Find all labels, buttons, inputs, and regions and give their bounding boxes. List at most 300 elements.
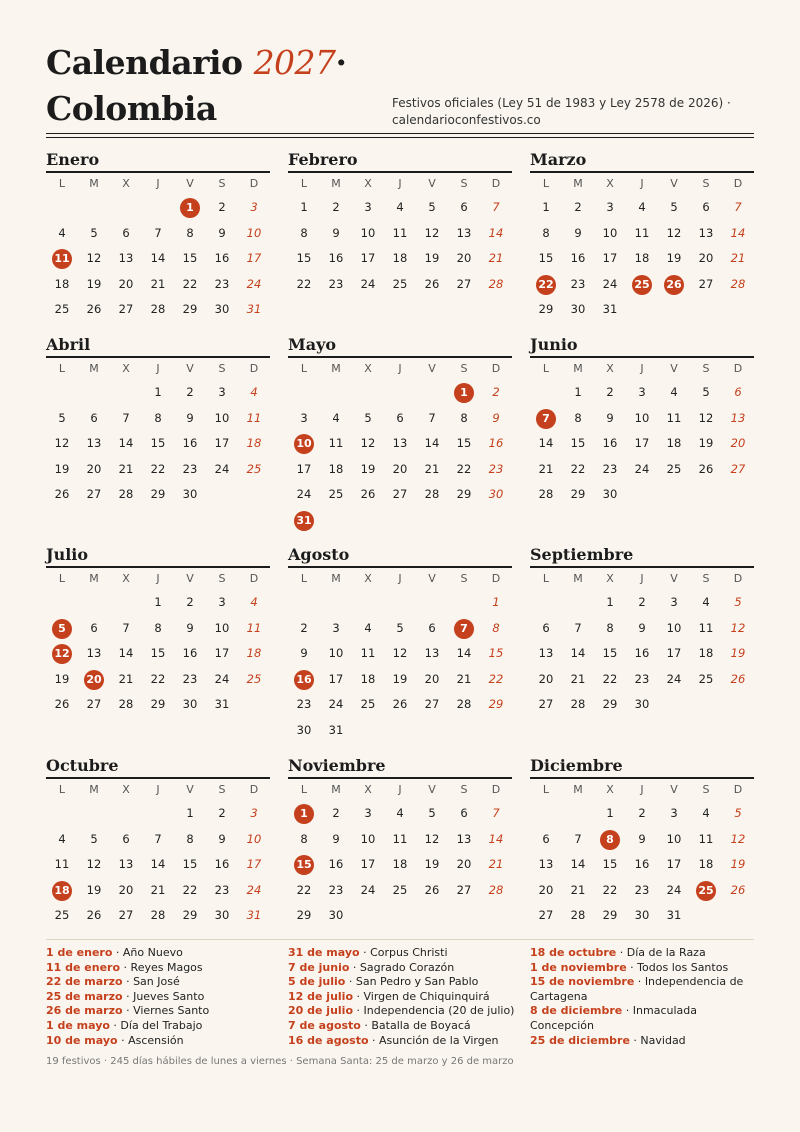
holiday-date: 1 de enero — [46, 946, 113, 959]
month-febrero — [288, 149, 512, 297]
day-cell: 23 — [602, 461, 618, 476]
day-cell: 5 — [702, 385, 710, 399]
day-cell: 19 — [54, 671, 70, 686]
sunday-day: 15 — [488, 646, 504, 660]
day-cell: 24 — [214, 461, 230, 476]
weekday-header: X — [364, 362, 372, 375]
day-cell: 28 — [570, 908, 586, 922]
day-cell: 12 — [424, 225, 440, 240]
weekday-header: X — [364, 177, 372, 190]
holiday-day: 11 — [46, 246, 78, 272]
day-cell: 17 — [666, 857, 682, 871]
day-cell: 30 — [214, 908, 230, 922]
sunday-day: 21 — [730, 251, 746, 265]
holiday-date: 22 de marzo — [46, 975, 123, 989]
day-cell: 17 — [296, 461, 312, 476]
day-cell: 22 — [182, 276, 198, 291]
day-cell: 13 — [698, 225, 714, 240]
sunday-day: 28 — [730, 276, 746, 291]
holiday-date: 10 de mayo — [46, 1033, 118, 1047]
day-cell: 4 — [58, 831, 66, 846]
day-cell: 4 — [702, 595, 710, 609]
weekday-header: X — [606, 362, 614, 375]
empty-day — [352, 590, 384, 616]
day-cell: 2 — [218, 200, 226, 214]
day-cell: 1 — [186, 806, 194, 820]
weekday-header: J — [156, 783, 160, 796]
day-cell: 26 — [360, 487, 376, 501]
day-cell: 17 — [214, 646, 230, 660]
day-cell: 30 — [602, 487, 618, 501]
weekday-header: M — [331, 783, 341, 796]
day-cell: 23 — [328, 882, 344, 897]
day-cell: 22 — [602, 671, 618, 686]
day-cell: 6 — [428, 620, 436, 635]
sunday-day: 30 — [488, 487, 504, 501]
holiday-name: Navidad — [640, 1033, 686, 1047]
day-cell: 19 — [360, 461, 376, 476]
day-cell: 10 — [328, 646, 344, 660]
holiday-name: Ascensión — [128, 1033, 184, 1047]
day-cell: 1 — [542, 200, 550, 214]
day-cell: 27 — [698, 276, 714, 291]
day-cell: 11 — [328, 436, 344, 450]
day-cell: 4 — [702, 806, 710, 820]
sunday-day: 7 — [492, 200, 500, 214]
day-cell: 22 — [570, 461, 586, 476]
holiday-day: 15 — [288, 852, 320, 878]
weekday-header: L — [542, 572, 550, 585]
weekday-header: M — [89, 572, 99, 585]
empty-day — [78, 195, 110, 221]
day-cell: 8 — [154, 410, 162, 425]
day-cell: 23 — [634, 882, 650, 897]
weekday-header: L — [300, 362, 308, 375]
day-cell: 2 — [332, 200, 340, 214]
weekday-header: L — [542, 362, 550, 375]
day-cell: 23 — [328, 276, 344, 291]
day-cell: 5 — [428, 806, 436, 820]
weekday-header: M — [573, 572, 583, 585]
day-cell: 18 — [666, 436, 682, 450]
day-cell: 13 — [86, 646, 102, 660]
day-cell: 9 — [300, 646, 308, 660]
holiday-entry: 25 de marzo · Jueves Santo — [46, 989, 205, 1003]
day-cell: 17 — [360, 857, 376, 871]
day-cell: 13 — [424, 646, 440, 660]
day-cell: 11 — [698, 831, 714, 846]
holiday-entry: 18 de octubre · Día de la Raza — [530, 946, 706, 959]
day-cell: 15 — [150, 646, 166, 660]
day-cell: 11 — [54, 857, 70, 871]
holiday-entry: 7 de agosto · Batalla de Boyacá — [288, 1018, 471, 1032]
day-cell: 23 — [182, 461, 198, 476]
holiday-name: Corpus Christi — [370, 946, 448, 959]
day-cell: 6 — [702, 200, 710, 214]
weekday-header: V — [428, 362, 436, 375]
holiday-day: 26 — [658, 272, 690, 298]
sunday-day: 26 — [730, 882, 746, 897]
day-cell: 16 — [634, 857, 650, 871]
holiday-entry: 12 de julio · Virgen de Chiquinquirá — [288, 989, 490, 1003]
holiday-name: Reyes Magos — [130, 960, 203, 974]
weekday-header: L — [300, 783, 308, 796]
sunday-day: 31 — [246, 908, 262, 922]
weekday-header: J — [156, 362, 160, 375]
day-cell: 22 — [456, 461, 472, 476]
day-cell: 7 — [122, 620, 130, 635]
weekday-header: X — [606, 572, 614, 585]
day-cell: 20 — [392, 461, 408, 476]
weekday-header: D — [491, 783, 501, 796]
month-septiembre — [530, 544, 754, 718]
holiday-date: 12 de julio — [288, 989, 354, 1003]
holiday-day: 10 — [288, 431, 320, 457]
day-cell: 26 — [86, 302, 102, 316]
day-cell: 6 — [542, 620, 550, 635]
day-cell: 14 — [424, 436, 440, 450]
day-cell: 9 — [606, 410, 614, 425]
day-cell: 9 — [332, 831, 340, 846]
sunday-day: 31 — [246, 302, 262, 316]
day-cell: 4 — [364, 620, 372, 635]
day-cell: 21 — [570, 671, 586, 686]
day-cell: 24 — [214, 671, 230, 686]
holiday-entry: 31 de mayo · Corpus Christi — [288, 946, 448, 959]
day-cell: 17 — [602, 251, 618, 265]
weekday-header: D — [249, 783, 259, 796]
empty-day — [416, 380, 448, 406]
sunday-day: 24 — [246, 882, 262, 897]
sunday-day: 23 — [488, 461, 504, 476]
title-country: Colombia — [46, 89, 217, 128]
day-cell: 9 — [186, 620, 194, 635]
day-cell: 15 — [296, 251, 312, 265]
holiday-date: 11 de enero — [46, 960, 121, 974]
month-name: Marzo — [530, 150, 587, 169]
day-cell: 23 — [296, 697, 312, 711]
weekday-header: L — [58, 177, 66, 190]
empty-day — [78, 590, 110, 616]
holiday-day: 25 — [690, 878, 722, 904]
day-cell: 5 — [364, 410, 372, 425]
empty-day — [562, 590, 594, 616]
day-cell: 23 — [570, 276, 586, 291]
day-cell: 3 — [638, 385, 646, 399]
day-cell: 1 — [154, 385, 162, 399]
day-cell: 31 — [214, 697, 230, 711]
weekday-header: X — [122, 783, 130, 796]
weekday-header: J — [640, 572, 644, 585]
subtitle-site: calendarioconfestivos.co — [392, 113, 541, 127]
day-cell: 22 — [602, 882, 618, 897]
day-cell: 16 — [570, 251, 586, 265]
day-cell: 7 — [574, 620, 582, 635]
sunday-day: 26 — [730, 671, 746, 686]
weekday-header: X — [364, 572, 372, 585]
day-cell: 12 — [54, 436, 70, 450]
day-cell: 3 — [300, 410, 308, 425]
sunday-day: 9 — [492, 410, 500, 425]
holiday-day: 18 — [46, 878, 78, 904]
day-cell: 21 — [570, 882, 586, 897]
day-cell: 27 — [456, 276, 472, 291]
day-cell: 2 — [186, 595, 194, 609]
holiday-entry: 16 de agosto · Asunción de la Virgen — [288, 1033, 499, 1047]
sunday-day: 22 — [488, 671, 504, 686]
empty-day — [110, 801, 142, 827]
holiday-column — [530, 946, 760, 1048]
day-cell: 11 — [392, 225, 408, 240]
day-cell: 20 — [118, 276, 134, 291]
holiday-name: Batalla de Boyacá — [371, 1018, 471, 1032]
day-cell: 27 — [456, 882, 472, 897]
day-cell: 7 — [122, 410, 130, 425]
month-noviembre — [288, 755, 512, 929]
empty-day — [46, 195, 78, 221]
day-cell: 17 — [634, 436, 650, 450]
holiday-entry: 1 de noviembre · Todos los Santos — [530, 960, 729, 974]
day-cell: 22 — [150, 461, 166, 476]
weekday-header: J — [640, 362, 644, 375]
sunday-day: 19 — [730, 857, 746, 871]
day-cell: 5 — [90, 831, 98, 846]
sunday-day: 18 — [246, 646, 262, 660]
sunday-day: 12 — [730, 620, 746, 635]
day-cell: 8 — [574, 410, 582, 425]
day-cell: 18 — [54, 276, 70, 291]
day-cell: 6 — [460, 200, 468, 214]
day-cell: 11 — [634, 225, 650, 240]
day-cell: 3 — [606, 200, 614, 214]
weekday-header: D — [491, 362, 501, 375]
day-cell: 25 — [392, 882, 408, 897]
day-cell: 2 — [218, 806, 226, 820]
holiday-date: 18 de octubre — [530, 946, 617, 959]
weekday-header: M — [331, 177, 341, 190]
day-cell: 12 — [360, 436, 376, 450]
day-cell: 3 — [670, 595, 678, 609]
weekday-header: V — [428, 572, 436, 585]
weekday-header: S — [218, 177, 226, 190]
day-cell: 20 — [456, 857, 472, 871]
weekday-header: L — [300, 177, 308, 190]
day-cell: 18 — [698, 857, 714, 871]
weekday-header: J — [398, 362, 402, 375]
day-cell: 16 — [634, 646, 650, 660]
day-cell: 15 — [602, 857, 618, 871]
empty-day — [78, 801, 110, 827]
day-cell: 13 — [118, 251, 134, 265]
holiday-date: 25 de marzo — [46, 989, 123, 1003]
day-cell: 20 — [118, 882, 134, 897]
day-cell: 16 — [182, 436, 198, 450]
empty-day — [530, 590, 562, 616]
page-subtitle — [392, 95, 752, 129]
day-cell: 28 — [118, 697, 134, 711]
day-cell: 10 — [634, 410, 650, 425]
day-cell: 9 — [574, 225, 582, 240]
day-cell: 11 — [392, 831, 408, 846]
day-cell: 29 — [150, 487, 166, 501]
weekday-header: M — [89, 783, 99, 796]
day-cell: 31 — [602, 302, 618, 316]
day-cell: 5 — [396, 620, 404, 635]
holiday-day: 1 — [288, 801, 320, 827]
sunday-day: 3 — [250, 806, 258, 820]
weekday-header: V — [186, 362, 194, 375]
holiday-entry: 22 de marzo · San José — [46, 975, 180, 989]
day-cell: 12 — [86, 857, 102, 871]
day-cell: 6 — [396, 410, 404, 425]
holiday-entry: 1 de enero · Año Nuevo — [46, 946, 183, 959]
month-name: Junio — [530, 335, 578, 354]
empty-day — [562, 801, 594, 827]
holiday-name: Viernes Santo — [133, 1004, 210, 1018]
day-cell: 12 — [392, 646, 408, 660]
sunday-day: 4 — [250, 385, 258, 399]
footer-summary: 19 festivos · 245 días hábiles de lunes a viernes · Semana Santa: 25 de marzo y 26 de marzo — [46, 1056, 514, 1067]
sunday-day: 3 — [250, 200, 258, 214]
day-cell: 20 — [538, 671, 554, 686]
day-cell: 21 — [118, 671, 134, 686]
day-cell: 29 — [602, 908, 618, 922]
day-cell: 30 — [328, 908, 344, 922]
weekday-header: M — [573, 783, 583, 796]
empty-day — [416, 590, 448, 616]
holiday-entry: 25 de diciembre · Navidad — [530, 1033, 686, 1047]
day-cell: 1 — [574, 385, 582, 399]
day-cell: 29 — [296, 908, 312, 922]
day-cell: 1 — [300, 200, 308, 214]
holiday-date: 8 de diciembre — [530, 1004, 623, 1018]
holiday-entry: 26 de marzo · Viernes Santo — [46, 1004, 210, 1018]
empty-day — [142, 195, 174, 221]
day-cell: 14 — [118, 646, 134, 660]
month-name: Noviembre — [288, 756, 386, 775]
weekday-header: S — [702, 783, 710, 796]
day-cell: 7 — [154, 831, 162, 846]
holiday-name: Día del Trabajo — [120, 1018, 203, 1032]
day-cell: 25 — [54, 908, 70, 922]
day-cell: 2 — [638, 595, 646, 609]
day-cell: 30 — [182, 697, 198, 711]
sunday-day: 20 — [730, 436, 746, 450]
weekday-header: X — [606, 177, 614, 190]
day-cell: 13 — [538, 857, 554, 871]
title-year: 2027 — [253, 43, 336, 82]
holiday-name: Inmaculada Concepción — [530, 1004, 697, 1032]
holiday-name: Todos los Santos — [637, 960, 729, 974]
day-cell: 22 — [182, 882, 198, 897]
day-cell: 21 — [150, 882, 166, 897]
holiday-name: Asunción de la Virgen — [379, 1033, 499, 1047]
weekday-header: S — [218, 572, 226, 585]
holiday-date: 16 de agosto — [288, 1033, 369, 1047]
day-cell: 6 — [90, 620, 98, 635]
sunday-day: 18 — [246, 436, 262, 450]
sunday-day: 10 — [246, 831, 262, 846]
weekday-header: V — [670, 572, 678, 585]
day-cell: 9 — [218, 831, 226, 846]
holiday-day: 5 — [46, 616, 78, 642]
weekday-header: X — [606, 783, 614, 796]
weekday-header: X — [122, 572, 130, 585]
day-cell: 3 — [218, 595, 226, 609]
empty-day — [384, 380, 416, 406]
holiday-date: 31 de mayo — [288, 946, 360, 959]
holiday-day: 7 — [448, 616, 480, 642]
holiday-date: 20 de julio — [288, 1004, 354, 1018]
weekday-header: S — [702, 362, 710, 375]
month-name: Diciembre — [530, 756, 623, 775]
day-cell: 3 — [364, 200, 372, 214]
day-cell: 21 — [424, 461, 440, 476]
holiday-entry: 10 de mayo · Ascensión — [46, 1033, 184, 1047]
holiday-name: Sagrado Corazón — [359, 960, 455, 974]
day-cell: 20 — [86, 461, 102, 476]
day-cell: 23 — [634, 671, 650, 686]
weekday-header: D — [249, 572, 259, 585]
holiday-date: 5 de julio — [288, 975, 346, 989]
empty-day — [46, 380, 78, 406]
title-word: Calendario — [46, 43, 243, 82]
day-cell: 9 — [638, 620, 646, 635]
day-cell: 12 — [666, 225, 682, 240]
empty-day — [352, 380, 384, 406]
sunday-day: 12 — [730, 831, 746, 846]
footer-rule — [46, 939, 754, 940]
month-name: Septiembre — [530, 545, 634, 564]
day-cell: 2 — [186, 385, 194, 399]
day-cell: 18 — [328, 461, 344, 476]
day-cell: 7 — [428, 410, 436, 425]
day-cell: 30 — [570, 302, 586, 316]
holiday-entry: 7 de junio · Sagrado Corazón — [288, 960, 455, 974]
sunday-day: 10 — [246, 225, 262, 240]
day-cell: 22 — [296, 276, 312, 291]
empty-day — [110, 590, 142, 616]
day-cell: 28 — [570, 697, 586, 711]
day-cell: 23 — [214, 882, 230, 897]
day-cell: 11 — [698, 620, 714, 635]
empty-day — [320, 590, 352, 616]
sunday-day: 13 — [730, 410, 746, 425]
holiday-date: 7 de junio — [288, 960, 350, 974]
day-cell: 18 — [392, 857, 408, 871]
weekday-header: S — [460, 177, 468, 190]
sunday-day: 5 — [734, 806, 742, 820]
day-cell: 15 — [602, 646, 618, 660]
day-cell: 15 — [150, 436, 166, 450]
sunday-day: 21 — [488, 251, 504, 265]
day-cell: 29 — [150, 697, 166, 711]
day-cell: 14 — [118, 436, 134, 450]
holiday-date: 25 de diciembre — [530, 1033, 630, 1047]
day-cell: 14 — [456, 646, 472, 660]
day-cell: 11 — [360, 646, 376, 660]
weekday-header: M — [573, 362, 583, 375]
day-cell: 29 — [538, 302, 554, 316]
day-cell: 30 — [634, 908, 650, 922]
holiday-date: 7 de agosto — [288, 1018, 361, 1032]
weekday-header: V — [670, 177, 678, 190]
sunday-day: 17 — [246, 251, 262, 265]
day-cell: 24 — [360, 882, 376, 897]
header-rule-thin — [46, 137, 754, 138]
month-name: Agosto — [288, 545, 350, 564]
day-cell: 30 — [634, 697, 650, 711]
